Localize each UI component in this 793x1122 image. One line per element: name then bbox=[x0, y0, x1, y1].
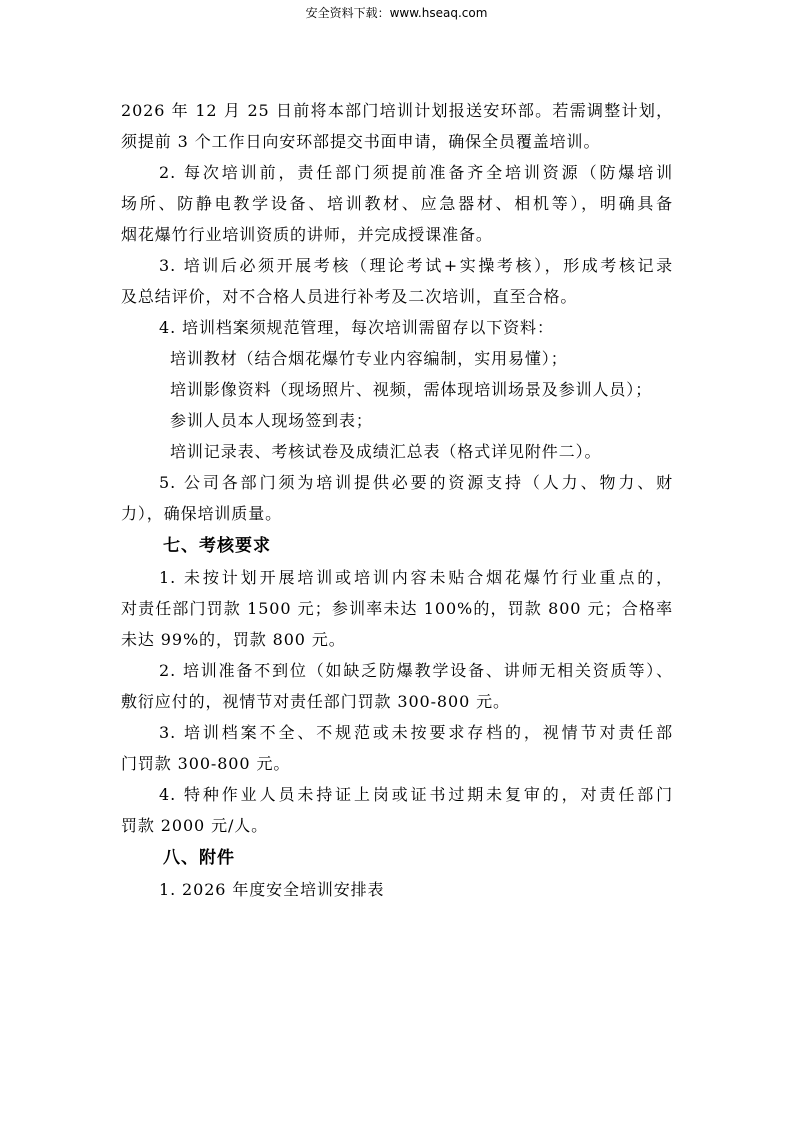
section-heading: 七、考核要求 bbox=[163, 536, 271, 556]
document-body bbox=[121, 95, 673, 905]
paragraph-line: 2026 年 12 月 25 日前将本部门培训计划报送安环部。若需调整计划， bbox=[121, 101, 673, 120]
paragraph-line: 罚款 2000 元/人。 bbox=[121, 816, 269, 835]
paragraph-line: 须提前 3 个工作日向安环部提交书面申请，确保全员覆盖培训。 bbox=[121, 132, 601, 151]
paragraph-line: 未达 99%的，罚款 800 元。 bbox=[121, 630, 346, 649]
paragraph-line: 3. 培训档案不全、不规范或未按要求存档的，视情节对责任部 bbox=[159, 723, 673, 742]
list-item: 1. 2026 年度安全培训安排表 bbox=[159, 880, 385, 899]
paragraph-line: 3. 培训后必须开展考核（理论考试+实操考核），形成考核记录 bbox=[159, 256, 673, 275]
paragraph-line: 门罚款 300-800 元。 bbox=[121, 754, 291, 773]
paragraph-line: 2. 每次培训前，责任部门须提前准备齐全培训资源（防爆培训 bbox=[159, 163, 673, 182]
page-header: 安全资料下载：www.hseaq.com bbox=[305, 6, 488, 20]
list-item: 培训记录表、考核试卷及成绩汇总表（格式详见附件二）。 bbox=[170, 442, 602, 461]
paragraph-line: 4. 培训档案须规范管理，每次培训需留存以下资料： bbox=[159, 318, 554, 337]
list-item: 参训人员本人现场签到表； bbox=[170, 411, 373, 430]
list-item: 培训教材（结合烟花爆竹专业内容编制，实用易懂）； bbox=[170, 349, 568, 368]
list-item: 培训影像资料（现场照片、视频，需体现培训场景及参训人员）； bbox=[170, 380, 653, 399]
paragraph-line: 敷衍应付的，视情节对责任部门罚款 300-800 元。 bbox=[121, 692, 510, 711]
paragraph-line: 及总结评价，对不合格人员进行补考及二次培训，直至合格。 bbox=[121, 287, 578, 306]
section-heading: 八、附件 bbox=[163, 848, 235, 868]
paragraph-line: 场所、防静电教学设备、培训教材、应急器材、相机等），明确具备 bbox=[121, 194, 673, 213]
paragraph-line: 烟花爆竹行业培训资质的讲师，并完成授课准备。 bbox=[121, 225, 493, 244]
paragraph-line: 5. 公司各部门须为培训提供必要的资源支持（人力、物力、财 bbox=[159, 473, 673, 492]
paragraph-line: 对责任部门罚款 1500 元；参训率未达 100%的，罚款 800 元；合格率 bbox=[121, 599, 673, 618]
paragraph-line: 1. 未按计划开展培训或培训内容未贴合烟花爆竹行业重点的， bbox=[159, 568, 673, 587]
paragraph-line: 2. 培训准备不到位（如缺乏防爆教学设备、讲师无相关资质等）、 bbox=[159, 661, 673, 680]
paragraph-line: 力），确保培训质量。 bbox=[121, 504, 283, 523]
paragraph-line: 4. 特种作业人员未持证上岗或证书过期未复审的，对责任部门 bbox=[159, 785, 673, 804]
